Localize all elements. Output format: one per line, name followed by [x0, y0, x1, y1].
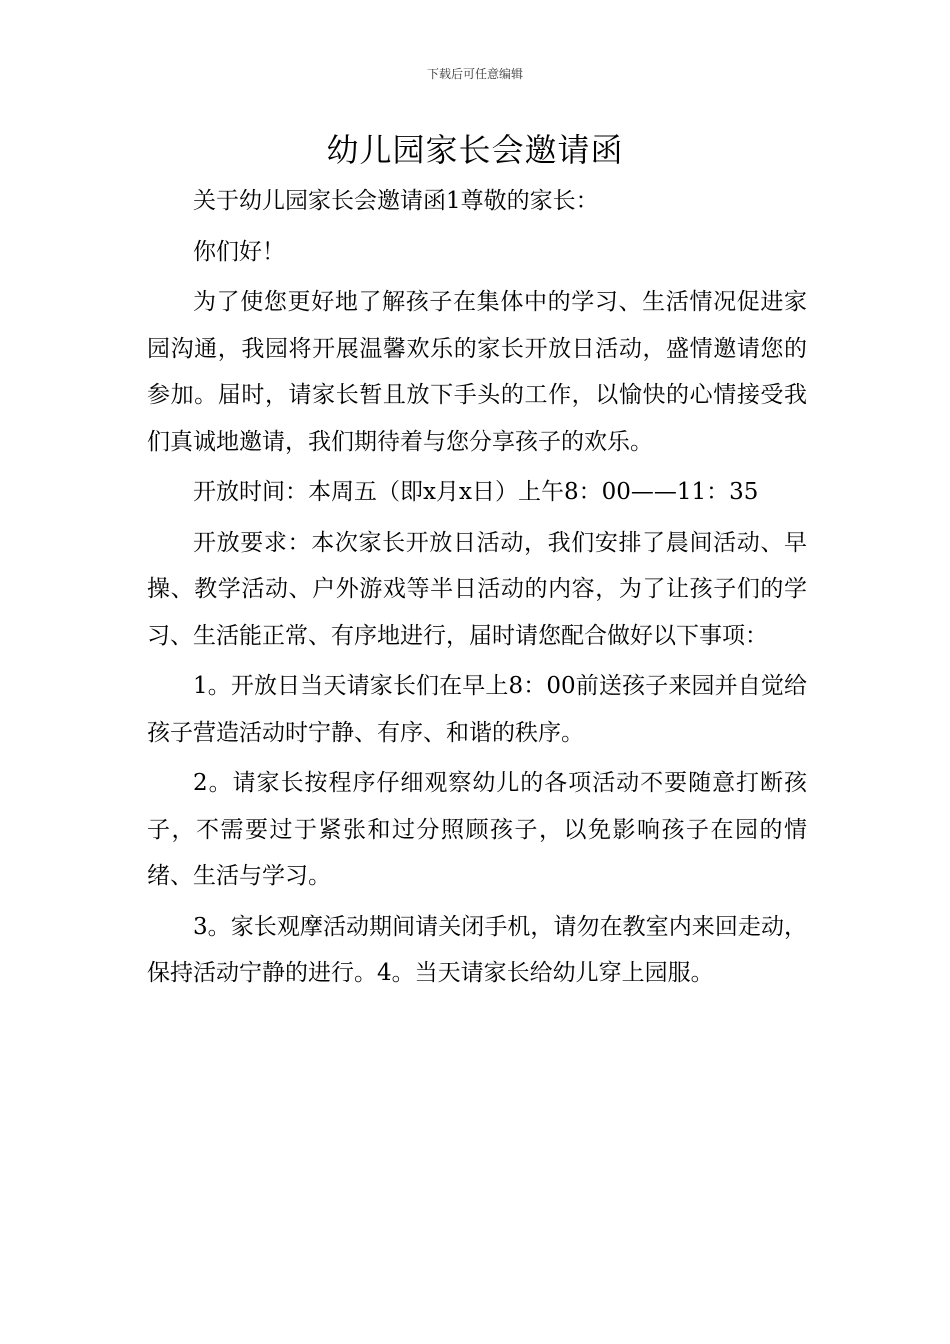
- document-title: 幼儿园家长会邀请函: [326, 131, 624, 169]
- paragraph-item-1: 1。开放日当天请家长们在早上8：00前送孩子来园并自觉给孩子营造活动时宁静、有序、和谐的秩序。: [147, 673, 807, 746]
- paragraph-requirements: 开放要求：本次家长开放日活动，我们安排了晨间活动、早操、教学活动、户外游戏等半日活动的内容，为了让孩子们的学习、生活能正常、有序地进行，届时请您配合做好以下事项：: [147, 529, 807, 649]
- paragraph-salutation: 关于幼儿园家长会邀请函1尊敬的家长：: [193, 188, 599, 214]
- paragraph-greeting: 你们好！: [193, 238, 285, 265]
- paragraph-item-2: 2。请家长按程序仔细观察幼儿的各项活动不要随意打断孩子，不需要过于紧张和过分照顾孩子，以免影响孩子在园的情绪、生活与学习。: [147, 770, 807, 889]
- document-body: [147, 178, 807, 1001]
- header-note: 下载后可任意编辑: [426, 67, 523, 81]
- paragraph-open-time: 开放时间：本周五（即x月x日）上午8：00——11：35: [193, 479, 759, 505]
- paragraph-item-3-4: 3。家长观摩活动期间请关闭手机，请勿在教室内来回走动，保持活动宁静的进行。4。当天请家长给幼儿穿上园服。: [147, 913, 807, 986]
- paragraph-invitation: 为了使您更好地了解孩子在集体中的学习、生活情况促进家园沟通，我园将开展温馨欢乐的家长开放日活动，盛情邀请您的参加。届时，请家长暂且放下手头的工作，以愉快的心情接受我们真诚地邀请，我们期待着与您分享孩子的欢乐。: [147, 289, 807, 455]
